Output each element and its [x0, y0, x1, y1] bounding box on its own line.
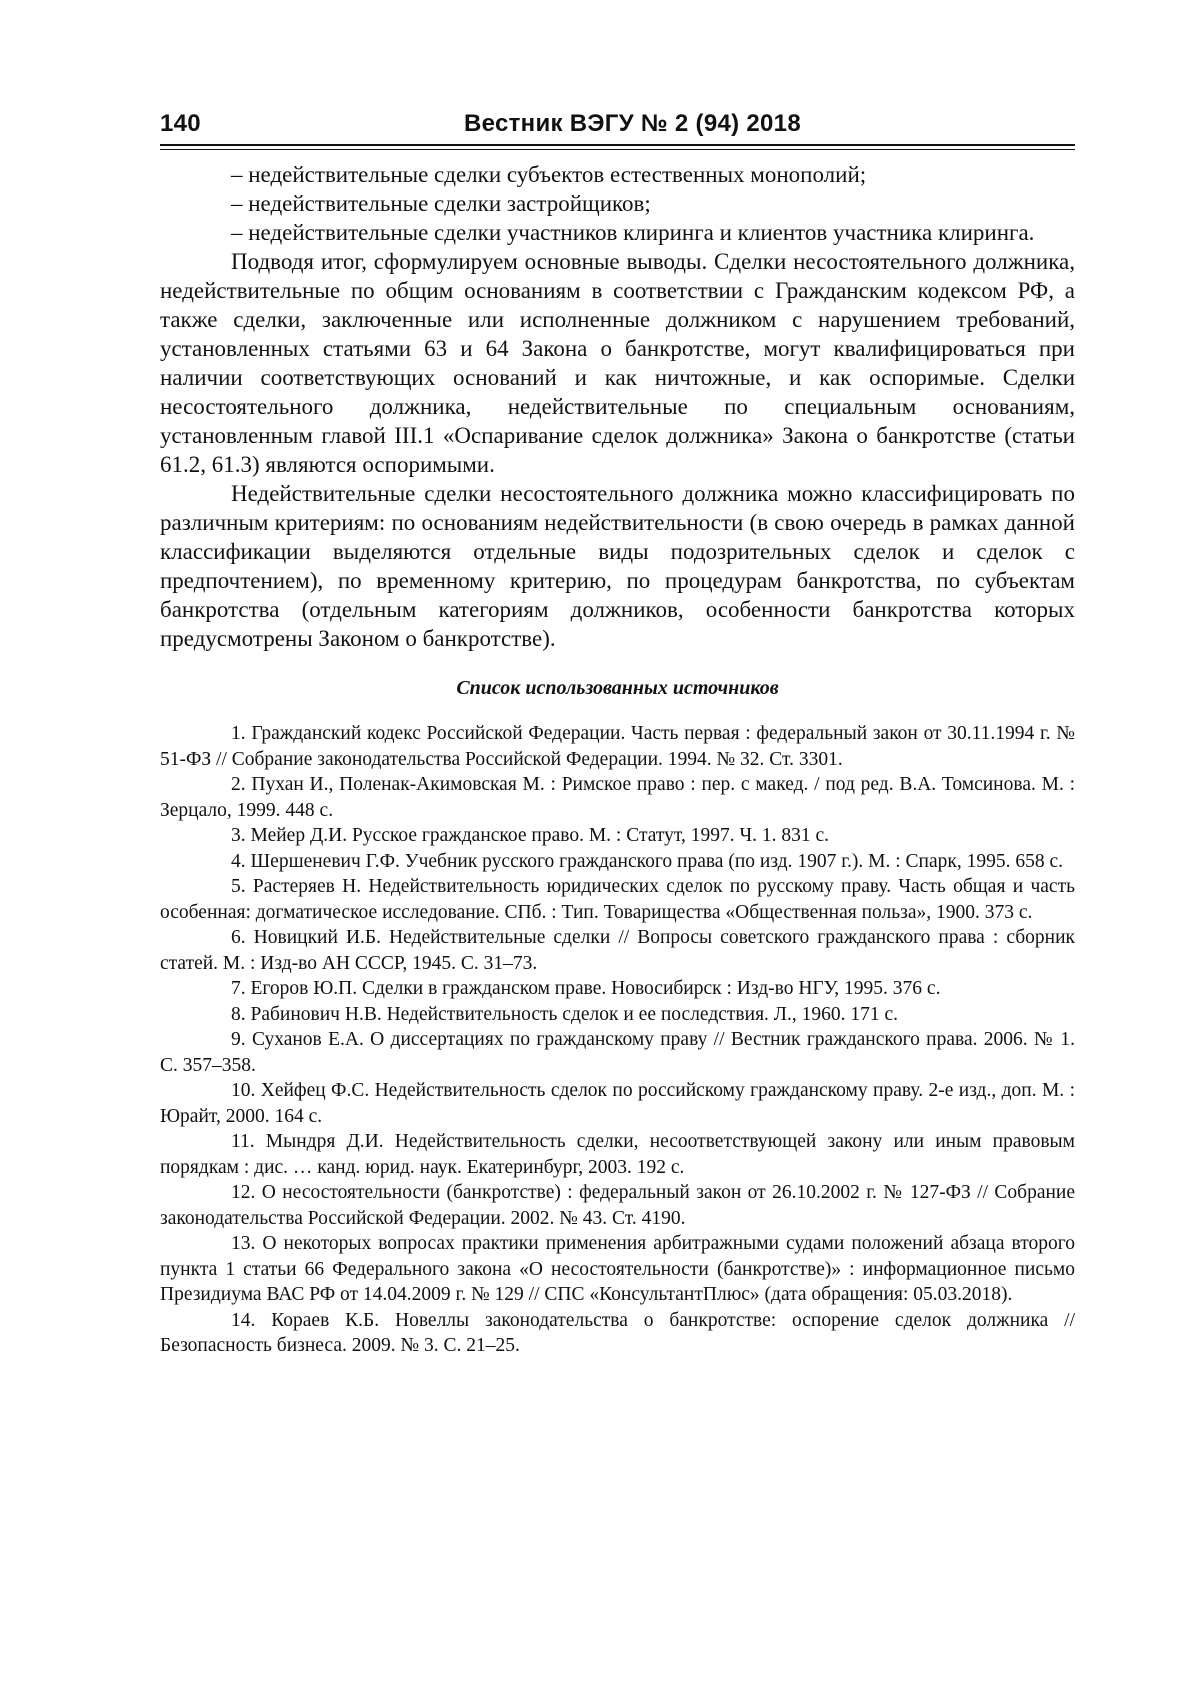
body-paragraph: – недействительные сделки субъектов естественных монополий; [231, 162, 867, 187]
running-header [160, 104, 1075, 144]
article-body [160, 160, 1075, 653]
reference-item: 1. Гражданский кодекс Российской Федерации. Часть первая : федеральный закон от 30.11.1994 г. № 51-ФЗ // Собрание законодательства Российской Федерации. 1994. № 32. Ст. 3301. [160, 723, 1075, 770]
reference-item: 12. О несостоятельности (банкротстве) : федеральный закон от 26.10.2002 г. № 127-ФЗ // Собрание законодательства Российской Федерации. 2002. № 43. Ст. 4190. [160, 1182, 1075, 1229]
references-heading: Список использованных источников [456, 677, 779, 699]
reference-item: 10. Хейфец Ф.С. Недействительность сделок по российскому гражданскому праву. 2-е изд., доп. М. : Юрайт, 2000. 164 с. [160, 1080, 1075, 1127]
references-list [160, 721, 1075, 1359]
reference-item: 13. О некоторых вопросах практики применения арбитражными судами положений абзаца второго пункта 1 статьи 66 Федерального закона «О несостоятельности (банкротстве)» : информационное письмо Президиума ВАС РФ от 14.04.2009 г. № 129 // СПС «КонсультантПлюс» (дата обращения: 05.03.2018). [160, 1233, 1075, 1305]
reference-item: 7. Егоров Ю.П. Сделки в гражданском праве. Новосибирск : Изд-во НГУ, 1995. 376 с. [231, 978, 941, 999]
header-rule-thick [160, 144, 1075, 146]
reference-item: 3. Мейер Д.И. Русское гражданское право. М. : Статут, 1997. Ч. 1. 831 с. [231, 825, 830, 846]
journal-page [160, 104, 1075, 1359]
reference-item: 11. Мындря Д.И. Недействительность сделки, несоответствующей закону или иным правовым порядкам : дис. … канд. юрид. наук. Екатеринбург, 2003. 192 с. [160, 1131, 1075, 1178]
reference-item: 14. Кораев К.Б. Новеллы законодательства о банкротстве: оспорение сделок должника // Безопасность бизнеса. 2009. № 3. С. 21–25. [160, 1309, 1075, 1356]
body-paragraph: Подводя итог, сформулируем основные выводы. Сделки несостоятельного должника, недействительные по общим основаниям в соответствии с Гражданским кодексом РФ, а также сделки, заключенные или исполненные должником с нарушением требований, установленных статьями 63 и 64 Закона о банкротстве, могут квалифицироваться при наличии соответствующих оснований и как ничтожные, и как оспоримые. Сделки несостоятельного должника, недействительные по специальным основаниям, установленным главой III.1 «Оспаривание сделок должника» Закона о банкротстве (статьи 61.2, 61.3) являются оспоримыми. [160, 249, 1075, 477]
body-paragraph: – недействительные сделки участников клиринга и клиентов участника клиринга. [231, 220, 1035, 245]
page-number: 140 [160, 110, 201, 137]
journal-title: Вестник ВЭГУ № 2 (94) 2018 [464, 110, 801, 137]
body-paragraph: – недействительные сделки застройщиков; [231, 191, 651, 216]
reference-item: 8. Рабинович Н.В. Недействительность сделок и ее последствия. Л., 1960. 171 с. [231, 1003, 899, 1025]
header-rule-thin [160, 149, 1075, 150]
reference-item: 2. Пухан И., Поленак-Акимовская М. : Римское право : пер. с макед. / под ред. В.А. Томсинова. М. : Зерцало, 1999. 448 с. [160, 774, 1075, 821]
reference-item: 6. Новицкий И.Б. Недействительные сделки // Вопросы советского гражданского права : сборник статей. М. : Изд-во АН СССР, 1945. С. 31–73. [160, 927, 1075, 974]
reference-item: 9. Суханов Е.А. О диссертациях по гражданскому праву // Вестник гражданского права. 2006. № 1. С. 357–358. [160, 1029, 1075, 1076]
reference-item: 4. Шершеневич Г.Ф. Учебник русского гражданского права (по изд. 1907 г.). М. : Спарк, 1995. 658 с. [231, 850, 1063, 872]
reference-item: 5. Растеряев Н. Недействительность юридических сделок по русскому праву. Часть общая и часть особенная: догматическое исследование. СПб. : Тип. Товарищества «Общественная польза», 1900. 373 с. [160, 876, 1075, 923]
body-paragraph: Недействительные сделки несостоятельного должника можно классифицировать по различным критериям: по основаниям недействительности (в свою очередь в рамках данной классификации выделяются отдельные виды подозрительных сделок и сделок с предпочтением), по временному критерию, по процедурам банкротства, по субъектам банкротства (отдельным категориям должников, особенности банкротства которых предусмотрены Законом о банкротстве). [160, 481, 1075, 651]
